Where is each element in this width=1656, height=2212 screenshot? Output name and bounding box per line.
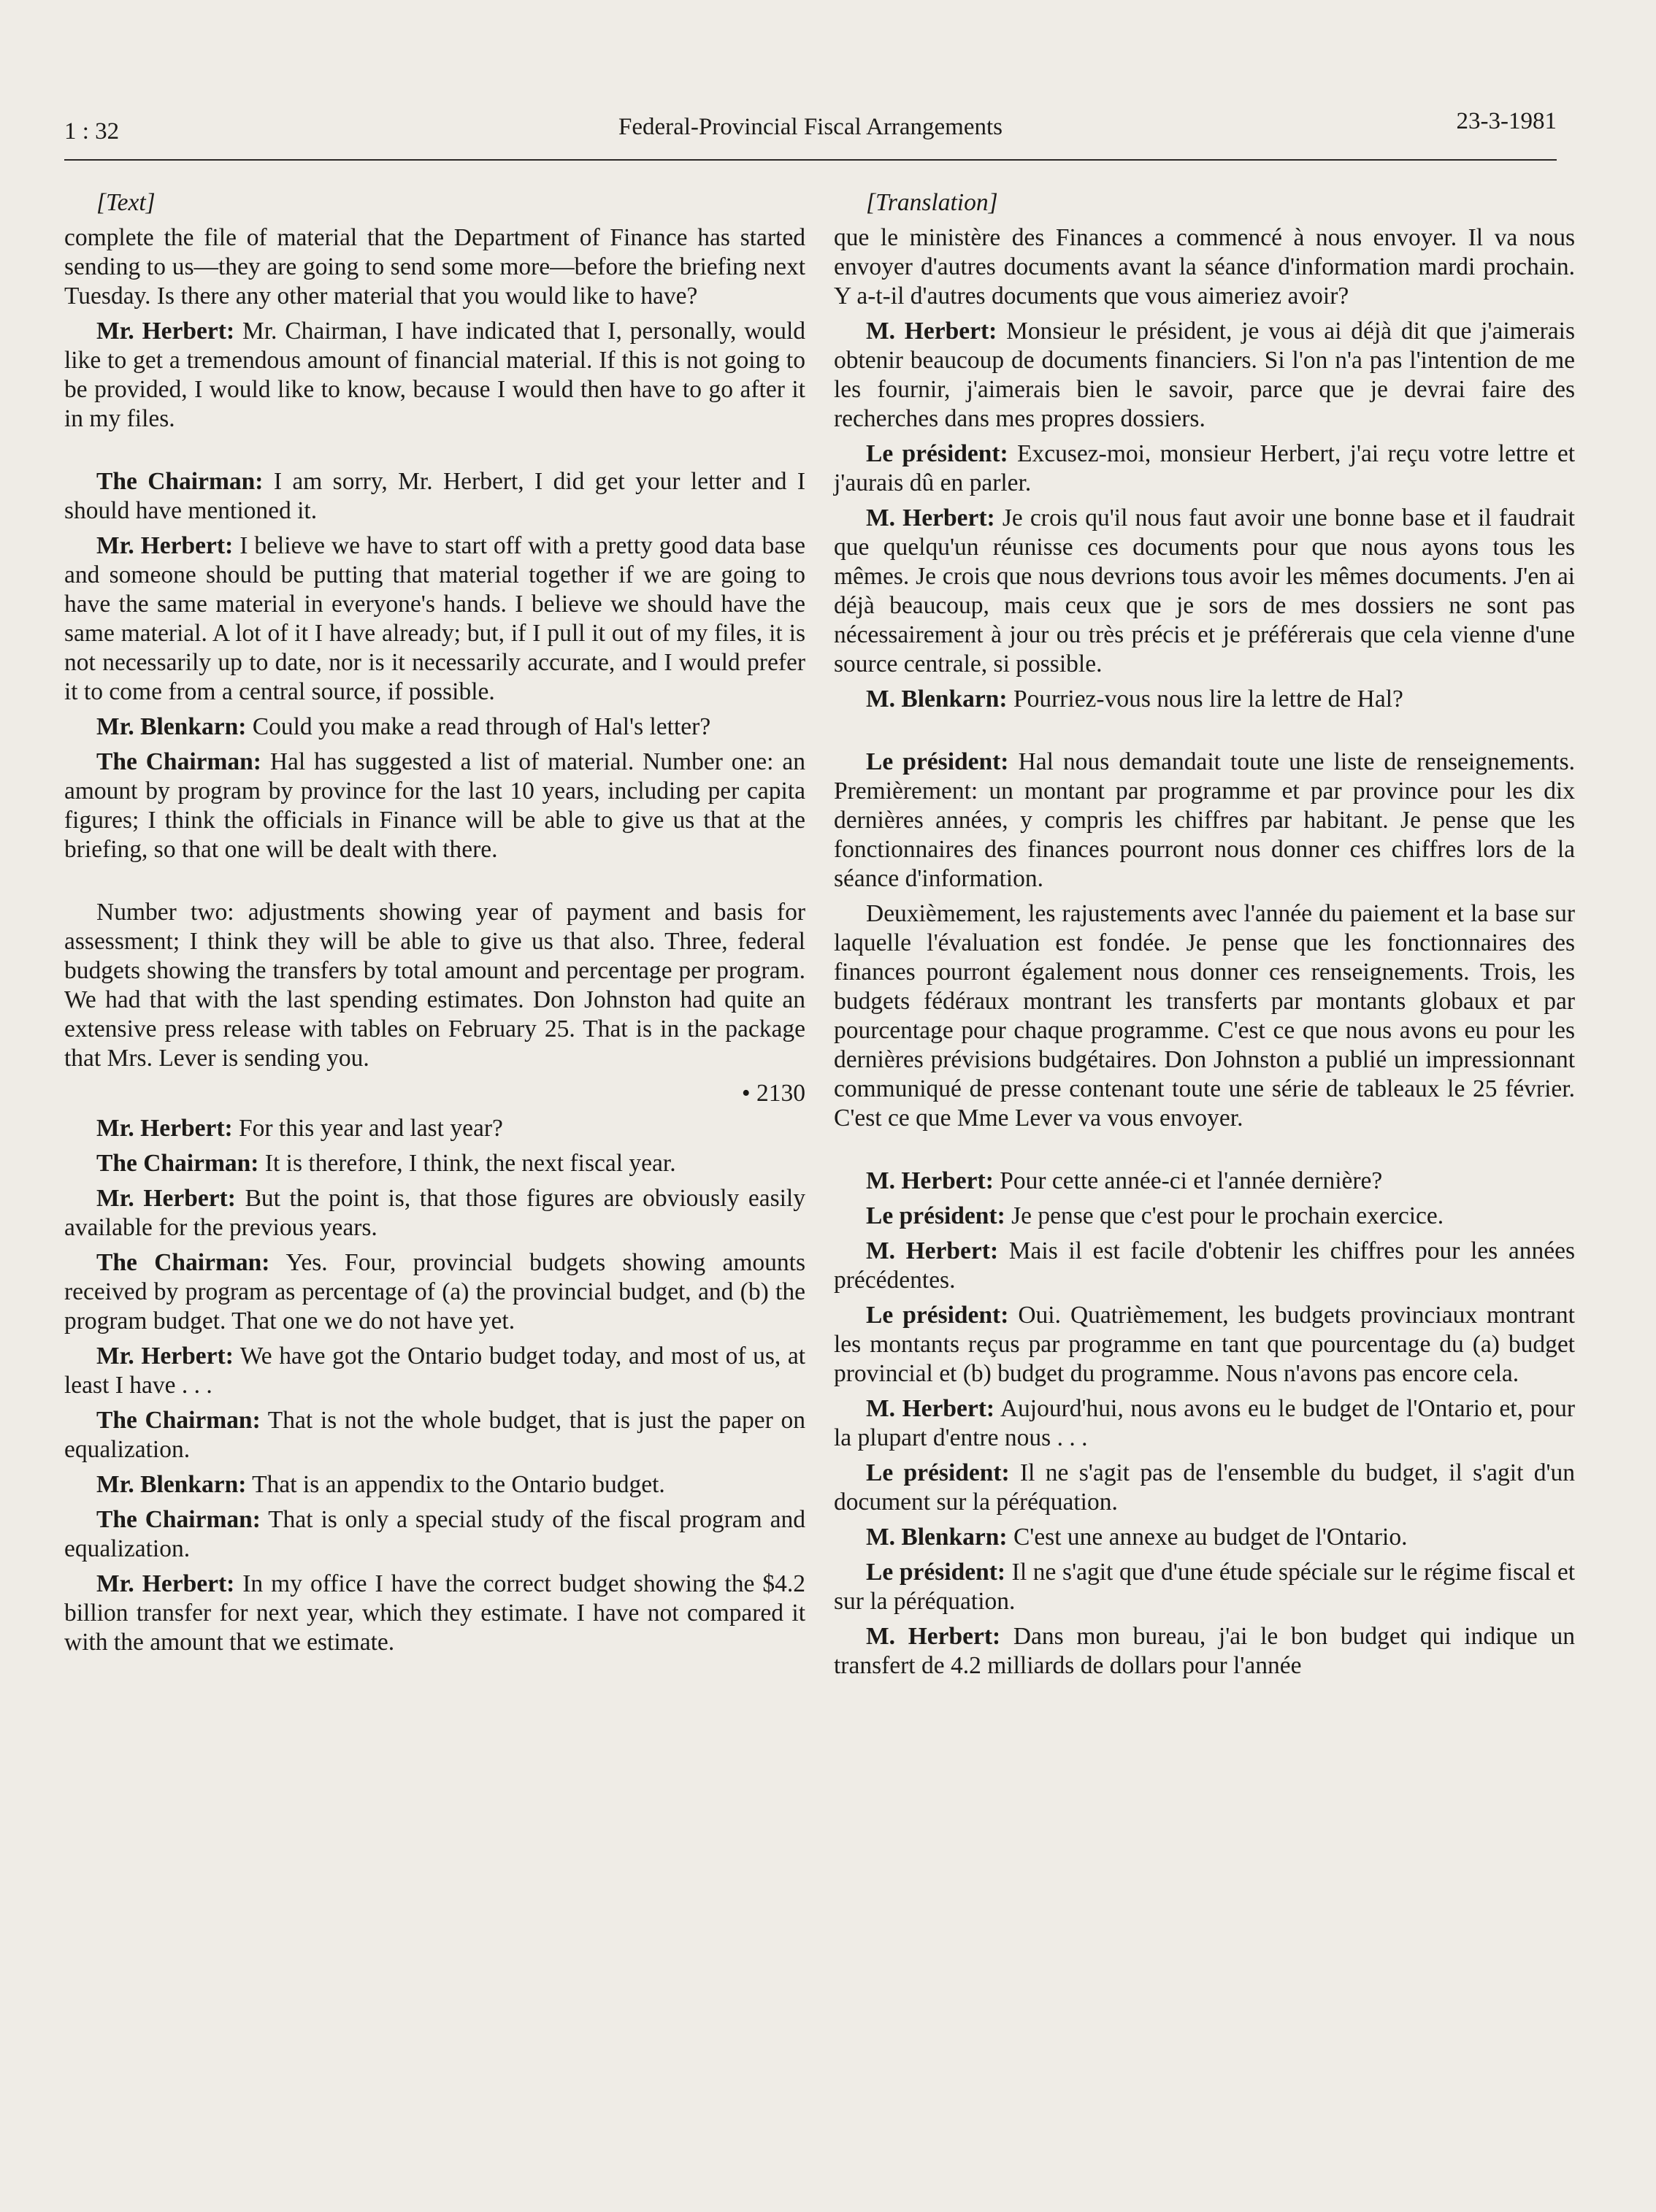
paragraph	[834, 748, 1575, 894]
paragraph	[834, 1202, 1575, 1231]
french-column	[834, 188, 1575, 1686]
paragraph	[64, 1149, 805, 1178]
english-column	[64, 188, 805, 1663]
speech-text: But the point is, that those figures are obviously easily available for the previous years.	[64, 1185, 805, 1241]
speech-text: C'est une annexe au budget de l'Ontario.	[1007, 1524, 1408, 1551]
speaker-name: M. Blenkarn:	[866, 1524, 1008, 1551]
translation-tag: [Translation]	[866, 189, 998, 216]
paragraph	[834, 685, 1575, 714]
page-header	[64, 108, 1557, 161]
speech-text: Mais il est facile d'obtenir les chiffres pour les années précédentes.	[834, 1237, 1575, 1294]
paragraph	[834, 1301, 1575, 1389]
paragraph	[64, 748, 805, 864]
paragraph	[64, 1406, 805, 1464]
speaker-name: Mr. Herbert:	[96, 1570, 235, 1597]
speech-text: That is not the whole budget, that is just the paper on equalization.	[64, 1407, 805, 1463]
speaker-name: The Chairman:	[96, 1407, 261, 1434]
speaker-name: Mr. Blenkarn:	[96, 713, 247, 740]
paragraph	[64, 713, 805, 742]
paragraph	[64, 1184, 805, 1243]
paragraph	[834, 1558, 1575, 1616]
page-date: 23-3-1981	[1456, 108, 1557, 134]
speech-text: It is therefore, I think, the next fiscal year.	[258, 1150, 676, 1177]
speaker-name: Le président:	[866, 440, 1008, 467]
speaker-name: Mr. Herbert:	[96, 1115, 233, 1142]
speaker-name: Mr. Blenkarn:	[96, 1471, 247, 1498]
paragraph	[834, 1622, 1575, 1681]
paragraph	[64, 467, 805, 526]
speaker-name: Mr. Herbert:	[96, 1343, 234, 1370]
speech-text: Aujourd'hui, nous avons eu le budget de l'Ontario et, pour la plupart d'entre nous . . .	[834, 1395, 1575, 1451]
speaker-name: Le président:	[866, 748, 1009, 775]
speech-text: Could you make a read through of Hal's letter?	[246, 713, 711, 740]
speaker-name: M. Herbert:	[866, 1237, 999, 1264]
paragraph	[834, 439, 1575, 498]
speech-text: For this year and last year?	[232, 1115, 503, 1142]
paragraph	[64, 1114, 805, 1143]
speaker-name: Le président:	[866, 1302, 1009, 1329]
speaker-name: The Chairman:	[96, 1150, 259, 1177]
speaker-name: Mr. Herbert:	[96, 532, 234, 559]
speaker-name: Le président:	[866, 1559, 1006, 1586]
speech-text: Il ne s'agit pas de l'ensemble du budget, il s'agit d'un document sur la péréquation.	[834, 1459, 1575, 1516]
speaker-name: The Chairman:	[96, 748, 261, 775]
speaker-name: M. Herbert:	[866, 1167, 994, 1194]
speaker-name: The Chairman:	[96, 1249, 270, 1276]
speaker-name: M. Herbert:	[866, 318, 997, 345]
page-title: Federal-Provincial Fiscal Arrangements	[618, 114, 1003, 140]
paragraph: que le ministère des Finances a commencé à nous envoyer. Il va nous envoyer d'autres documents avant la séance d'information mardi prochain. Y a-t-il d'autres documents que vous aimeriez avoir?	[834, 224, 1575, 310]
speaker-name: M. Herbert:	[866, 1395, 995, 1422]
speaker-name: Mr. Herbert:	[96, 318, 235, 345]
paragraph	[834, 1459, 1575, 1517]
page-number: 1 : 32	[64, 118, 120, 145]
paragraph: complete the file of material that the Department of Finance has started sending to us—they are going to send some more—before the briefing next Tuesday. Is there any other material that you would like to have?	[64, 224, 805, 310]
speech-text: We have got the Ontario budget today, and most of us, at least I have . . .	[64, 1343, 805, 1399]
speech-text: Je pense que c'est pour le prochain exercice.	[1005, 1202, 1444, 1229]
speech-text: I believe we have to start off with a pretty good data base and someone should be putting that material together if we are going to have the same material in everyone's hands. I believe we should have the same material. A lot of it I have already; but, if I pull it out of my files, it is not necessarily up to date, nor is it necessarily accurate, and I would prefer it to come from a central source, if possible.	[64, 532, 805, 705]
speech-text: Monsieur le président, je vous ai déjà dit que j'aimerais obtenir beaucoup de documents financiers. Si l'on n'a pas l'intention de me les fournir, j'aimerais bien le savoir, parce que je devrai faire des recherches dans mes propres dossiers.	[834, 318, 1575, 432]
speech-text: Il ne s'agit que d'une étude spéciale sur le régime fiscal et sur la péréquation.	[834, 1559, 1576, 1615]
speech-text: Dans mon bureau, j'ai le bon budget qui indique un transfert de 4.2 milliards de dollars pour l'année	[834, 1623, 1575, 1679]
speaker-name: Le président:	[866, 1202, 1005, 1229]
paragraph	[834, 1394, 1575, 1453]
speaker-name: M. Herbert:	[866, 504, 995, 531]
paragraph	[64, 1470, 805, 1499]
paragraph	[64, 1248, 805, 1336]
paragraph	[834, 1167, 1575, 1196]
paragraph	[64, 1505, 805, 1564]
paragraph	[64, 531, 805, 707]
paragraph	[64, 317, 805, 434]
paragraph	[64, 1342, 805, 1400]
speech-text: Hal nous demandait toute une liste de renseignements. Premièrement: un montant par programme et par province pour les dix dernières années, y compris les chiffres par habitant. Je pense que les fonctionnaires des finances pourront nous donner ces chiffres lors de la séance d'information.	[834, 748, 1575, 892]
speech-text: That is only a special study of the fiscal program and equalization.	[64, 1506, 805, 1562]
speaker-name: Mr. Herbert:	[96, 1185, 236, 1212]
paragraph: Deuxièmement, les rajustements avec l'année du paiement et la base sur laquelle l'évaluation est fondée. Je pense que les fonctionnaires des finances pourront également nous donner ces renseignements. Trois, les budgets fédéraux montrant les transferts par montants globaux et par pourcentage pour chaque programme. C'est ce que nous avons eu pour les dernières prévisions budgétaires. Don Johnston a publié un impressionnant communiqué de presse contenant toute une série de tableaux le 25 février. C'est ce que Mme Lever va vous envoyer.	[834, 900, 1575, 1132]
speaker-name: M. Blenkarn:	[866, 686, 1008, 713]
paragraph	[64, 1570, 805, 1657]
speech-text: Oui. Quatrièmement, les budgets provinciaux montrant les montants reçus par programme en tant que pourcentage du (a) budget provincial et (b) budget du programme. Nous n'avons pas encore cela.	[834, 1302, 1575, 1387]
time-marker: • 2130	[741, 1080, 805, 1107]
paragraph: Number two: adjustments showing year of payment and basis for assessment; I think they will be able to give us that also. Three, federal budgets showing the transfers by total amount and percentage per program. We had that with the last spending estimates. Don Johnston had quite an extensive press release with tables on February 25. That is in the package that Mrs. Lever is sending you.	[64, 899, 805, 1072]
speaker-name: M. Herbert:	[866, 1623, 1001, 1650]
paragraph	[834, 504, 1575, 679]
speaker-name: The Chairman:	[96, 1506, 261, 1533]
speech-text: Mr. Chairman, I have indicated that I, personally, would like to get a tremendous amount of financial material. If this is not going to be provided, I would like to know, because I would then have to go after it in my files.	[64, 318, 805, 432]
text-tag: [Text]	[96, 189, 156, 216]
speech-text: Pourriez-vous nous lire la lettre de Hal?	[1007, 686, 1403, 713]
paragraph	[834, 1237, 1575, 1295]
speaker-name: Le président:	[866, 1459, 1010, 1486]
speech-text: Hal has suggested a list of material. Number one: an amount by program by province for the last 10 years, including per capita figures; I think the officials in Finance will be able to give us that at the briefing, so that one will be dealt with there.	[64, 748, 805, 863]
paragraph	[834, 317, 1575, 434]
speech-text: I am sorry, Mr. Herbert, I did get your letter and I should have mentioned it.	[64, 468, 805, 524]
speech-text: That is an appendix to the Ontario budget.	[246, 1471, 665, 1498]
speech-text: Excusez-moi, monsieur Herbert, j'ai reçu votre lettre et j'aurais dû en parler.	[834, 440, 1576, 496]
paragraph	[834, 1523, 1575, 1552]
speech-text: Yes. Four, provincial budgets showing amounts received by program as percentage of (a) the provincial budget, and (b) the program budget. That one we do not have yet.	[64, 1249, 805, 1335]
speech-text: Pour cette année-ci et l'année dernière?	[993, 1167, 1383, 1194]
speech-text: Je crois qu'il nous faut avoir une bonne base et il faudrait que quelqu'un réunisse ces documents pour que nous ayons tous les mêmes. Je crois que nous devrions tous avoir les mêmes documents. J'en ai déjà beaucoup, mais ceux que je sors de mes dossiers ne sont pas nécessairement à jour ou très précis et je préférerais que cela vienne d'une source centrale, si possible.	[834, 504, 1575, 677]
speech-text: In my office I have the correct budget showing the $4.2 billion transfer for next year, which they estimate. I have not compared it with the amount that we estimate.	[64, 1570, 805, 1656]
speaker-name: The Chairman:	[96, 468, 264, 495]
